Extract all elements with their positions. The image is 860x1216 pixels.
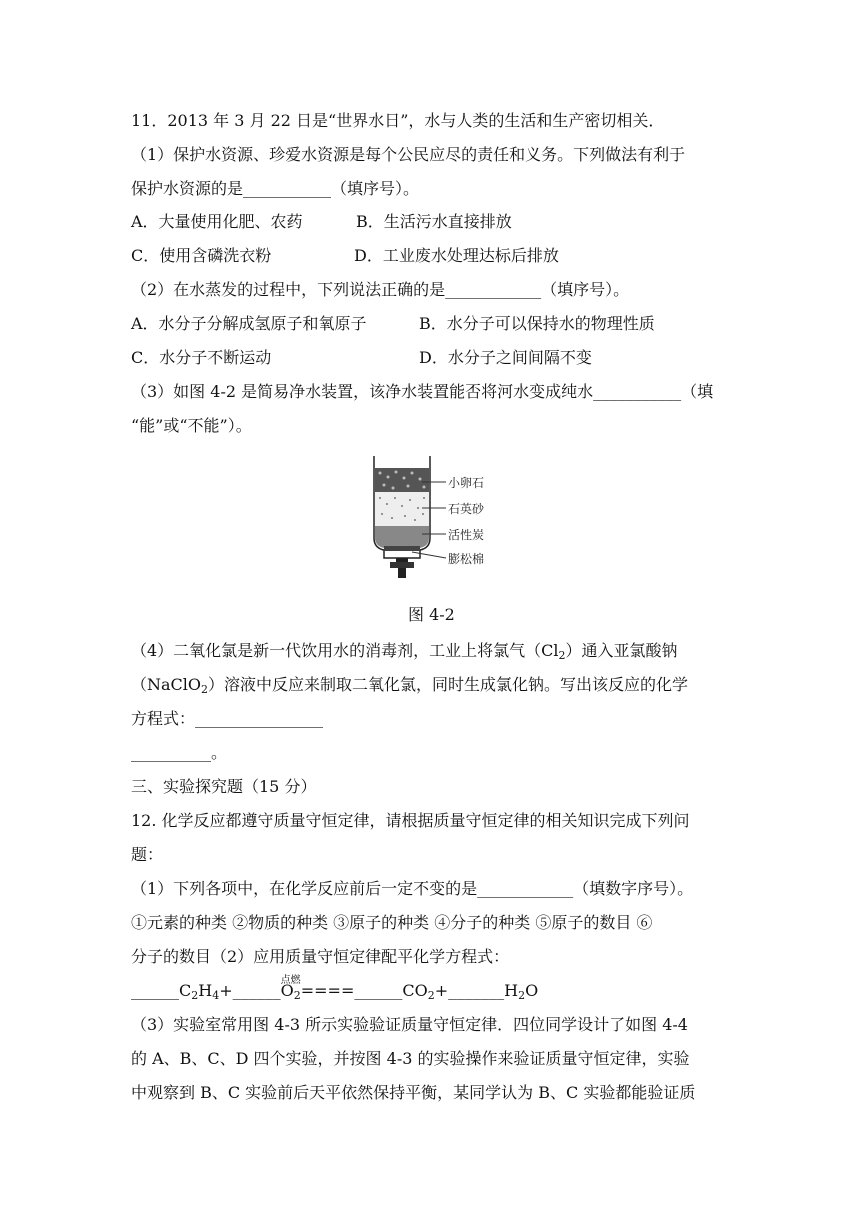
q11-part4-line4: __________。 bbox=[131, 743, 228, 762]
q12-stem-line2: 题： bbox=[131, 845, 164, 864]
q11-part2-option-a: A．水分子分解成氢原子和氧原子 bbox=[131, 314, 367, 333]
figure-caption: 图 4-2 bbox=[408, 605, 455, 624]
water-filter-diagram bbox=[360, 448, 500, 588]
q11-part1-line1: （1）保护水资源、珍爱水资源是每个公民应尽的责任和义务。下列做法有利于 bbox=[131, 145, 686, 164]
reaction-condition: 点燃 bbox=[280, 975, 301, 986]
q11-part4-line2: （NaClO$_2$）溶液中反应来制取二氧化氯，同时生成氯化钠。写出该反应的化学 bbox=[131, 675, 689, 696]
q11-part2-option-b: B．水分子可以保持水的物理性质 bbox=[419, 314, 655, 333]
q12-part3-line1: （3）实验室常用图 4-3 所示实验验证质量守恒定律．四位同学设计了如图 4-4 bbox=[131, 1015, 688, 1034]
q11-part1-option-d: D．工业废水处理达标后排放 bbox=[354, 246, 559, 265]
q11-part2-stem: （2）在水蒸发的过程中，下列说法正确的是____________（填序号）。 bbox=[131, 280, 630, 299]
q11-part3-line1: （3）如图 4-2 是简易净水装置，该净水装置能否将河水变成纯水___________（填 bbox=[131, 382, 714, 401]
q11-part2-option-d: D．水分子之间间隔不变 bbox=[419, 348, 592, 367]
q12-part1-line3: 分子的数目（2）应用质量守恒定律配平化学方程式： bbox=[131, 947, 510, 966]
label-activated-carbon: 活性炭 bbox=[448, 528, 485, 542]
q11-part1-line2: 保护水资源的是___________（填序号）。 bbox=[131, 179, 420, 198]
label-quartz-sand: 石英砂 bbox=[448, 502, 485, 516]
q11-part2-option-c: C．水分子不断运动 bbox=[131, 348, 272, 367]
q12-part1-line1: （1）下列各项中，在化学反应前后一定不变的是____________（填数字序号）。 bbox=[131, 879, 694, 898]
q11-part4-line3: 方程式：________________ bbox=[131, 709, 324, 728]
label-pebbles: 小卵石 bbox=[448, 476, 485, 490]
q12-part1-line2: ①元素的种类 ②物质的种类 ③原子的种类 ④分子的种类 ⑤原子的数目 ⑥ bbox=[131, 913, 653, 932]
q12-part3-line3: 中观察到 B、C 实验前后天平依然保持平衡，某同学认为 B、C 实验都能验证质 bbox=[131, 1083, 696, 1102]
q11-part4-line1: （4）二氧化氯是新一代饮用水的消毒剂，工业上将氯气$(Cl_2)$通入亚氯酸钠 bbox=[131, 641, 678, 662]
label-cotton: 膨松棉 bbox=[448, 552, 485, 566]
q12-part3-line2: 的 A、B、C、D 四个实验，并按图 4-3 的实验操作来验证质量守恒定律，实验 bbox=[131, 1049, 690, 1068]
q11-part3-line2: “能”或“不能”）。 bbox=[131, 416, 252, 435]
chemical-equation: $\_\_\_\_\_\_C_2H_4+\_\_\_\_\_\_$ 点燃 $O_2====\_\_\_\_\_\_CO_2+\_\_\_\_\_\_\_H_2O$ bbox=[131, 980, 538, 1007]
water-filter-figure bbox=[360, 448, 500, 588]
q11-part1-option-b: B．生活污水直接排放 bbox=[356, 212, 512, 231]
q11-part1-option-c: C．使用含磷洗衣粉 bbox=[131, 246, 272, 265]
q12-stem-line1: 12. 化学反应都遵守质量守恒定律，请根据质量守恒定律的相关知识完成下列问 bbox=[131, 811, 690, 830]
q11-part1-option-a: A．大量使用化肥、农药 bbox=[131, 212, 303, 231]
section-heading: 三、实验探究题（15 分） bbox=[131, 777, 317, 796]
q11-stem: 11．2013 年 3 月 22 日是“世界水日”，水与人类的生活和生产密切相关． bbox=[131, 111, 665, 130]
